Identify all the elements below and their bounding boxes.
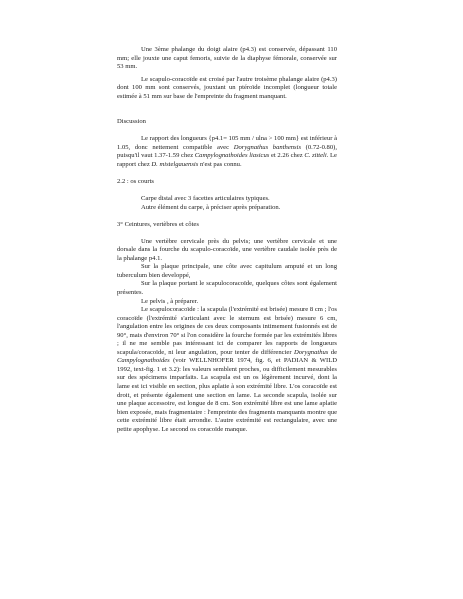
paragraph-phalange: Une 3ème phalange du doigt alaire (p4.3) est conservée, dépassant 110 mm; elle jouxte une caput femoris, suivie de la diaphyse fémorale, conservée sur 53 mm. <box>117 46 337 71</box>
line-autre-element-carpe: Autre élément du carpe, à préciser après préparation. <box>141 203 281 211</box>
discussion-text-3: et 2.26 chez <box>269 152 305 160</box>
taxon-c-zitteli: C. zitteli <box>304 152 327 160</box>
taxon-d-mistelgauensis: D. mistelgauensis <box>151 160 199 168</box>
paragraph-scapulocoracoide-description <box>117 306 337 434</box>
paragraph-scapulo-coracoide: Le scapulo-coracoïde est croisé par l'autre troisème phalange alaire (p4.3) dont 100 mm sont conservés, jouxtant un ptéroïde incomplet (longueur totale estimée à 51 mm sur base de l'empreinte du fragment manquant. <box>117 75 337 100</box>
paragraph-pelvis: Le pelvis , à préparer. <box>141 297 199 305</box>
heading-discussion: Discussion <box>117 118 146 126</box>
scapulo-text-1: Le scapulocoracoïde : la scapula (l'extrémité est brisée) mesure 8 cm ; l'os coracoïde (l'extrémité s'articulant avec le sternum est brisée) mesure 6 cm, l'angulation entre les origines de ces deux composants intimement fusionnés est de 90°, mais d'environ 70° si l'on considère la fourche formée par les extrémités libres ; il ne me semble pas intéressant ici de comparer les rapports de longueurs scapula/coracoïde, ni leur angulation, pour tenter de différencier <box>117 306 337 356</box>
paragraph-vertebres: Une vertèbre cervicale près du pelvis; une vertèbre cervicale et une dorsale dans la fourche du scapulo-coracoïde, une vertèbre caudale isolée près de la phalange p4.1. <box>117 237 337 262</box>
heading-ceintures: 3° Ceintures, vertèbres et côtes <box>117 220 199 228</box>
taxon-dorygnathus: Dorygnathus <box>293 348 329 356</box>
taxon-campylognathoides: Campylognathoides <box>117 357 170 365</box>
discussion-text-5: n'est pas connu. <box>198 160 242 168</box>
scapulo-text-3: (voir WELLNHOFER 1974, fig. 6, et PADIAN & WILD 1992, text-fig. 1 et 3.2): les valeurs semblent proches, ou difficilement mesurables sur des spécimens imparfaits. La scapula est un os légèrement incurvé, dont la lame est ici visible en section, plus aplatie à son extrémité libre. L'os coracoïde est droit, et présente également une section en lame. La seconde scapula, isolée sur une plaque accessoire, est longue de 8 cm. Son extrémité libre est une lame aplatie bien exposée, mais fragmentaire : l'empreinte des fragments manquants montre que cette extrémité libre était arrondie. L'autre extrémité est rectangulaire, avec une petite apophyse. Le second os coracoïde manque. <box>117 357 337 433</box>
taxon-dorygnathus-banthensis: Dorygnathus banthensis <box>233 143 302 151</box>
scapulo-text-2: de <box>328 348 338 356</box>
paragraph-discussion <box>117 135 337 169</box>
line-carpe-distal: Carpe distal avec 3 facettes articulaires typiques. <box>141 195 270 203</box>
discussion-text-2: (0.72-0.80), puisqu'il vaut 1.37-1.59 chez <box>117 143 337 160</box>
heading-os-courts: 2.2 : os courts <box>117 178 154 186</box>
discussion-text-1: Le rapport des longueurs {p4.1= 105 mm / ulna > 100 mm} est inférieur à 1.05, donc nettement compatible avec <box>117 135 337 151</box>
paragraph-plaque-principale: Sur la plaque principale, une côte avec capitulum amputé et un long tuberculum bien developpé, <box>117 263 337 279</box>
paragraph-plaque-scapulocoracoide: Sur la plaque portant le scapulocoracoïde, quelques côtes sont également présentes. <box>117 280 337 296</box>
taxon-campylognathoides-liasicus: Campylognathoides liasicus <box>194 152 270 160</box>
discussion-text-4: . Le rapport chez <box>117 152 337 168</box>
